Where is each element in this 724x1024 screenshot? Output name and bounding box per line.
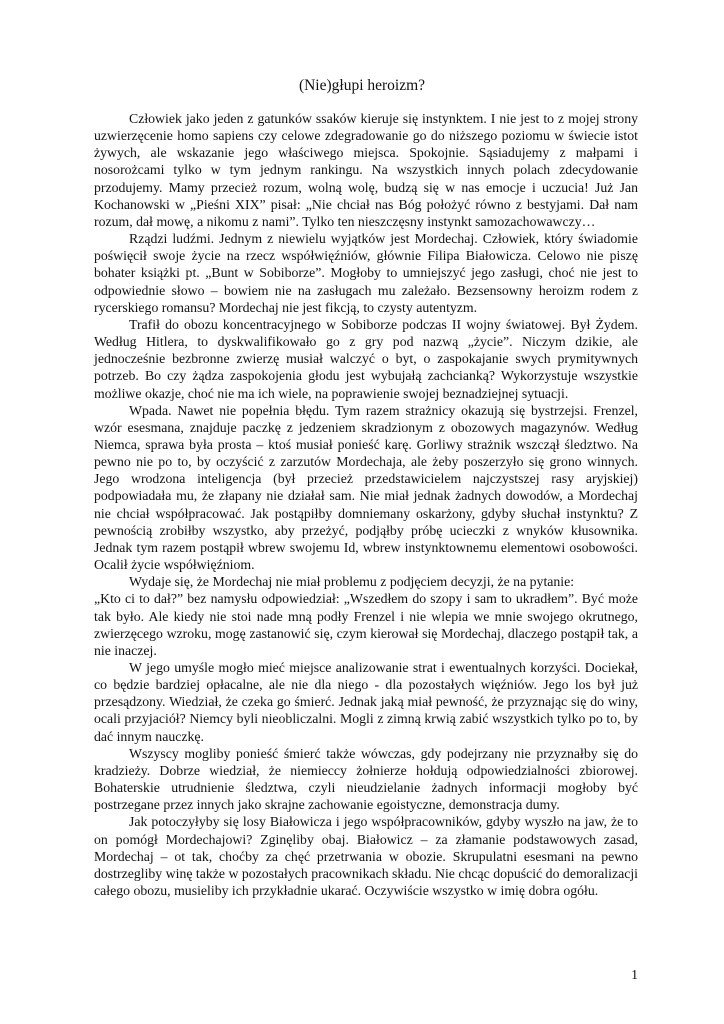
paragraph: Człowiek jako jeden z gatunków ssaków kieruje się instynktem. I nie jest to z mojej strony uzwierzęcenie homo sapiens czy celowe zdegradowanie go do niższego poziomu w świecie istot żywych, ale wskazanie jego właściwego miejsca. Spokojnie. Sąsiadujemy z małpami i nosorożcami tylko w tym jednym rankingu. Na wszystkich innych polach zdecydowanie przodujemy. Mamy przecież rozum, wolną wolę, budzą się w nas emocje i uczucia! Już Jan Kochanowski w „Pieśni XIX” pisał: „Nie chciał nas Bóg położyć równo z bestyjami. Dał nam rozum, dał mowę, a nikomu z nami”. Tylko ten nieszczęsny instynkt samozachowawczy… bbox=[94, 111, 638, 229]
paragraph: Jak potoczyłyby się losy Białowicza i jego współpracowników, gdyby wyszło na jaw, że to on pomógł Mordechajowi? Zginęliby obaj. Białowicz – za złamanie podstawowych zasad, Mordechaj – ot tak, choćby za chęć przetrwania w obozie. Skrupulatni esesmani na pewno dostrzegliby winę także w pozostałych pracownikach składu. Nie chcąc dopuścić do demoralizacji całego obozu, musieliby ich przykładnie ukarać. Oczywiście wszystko w imię dobra ogółu. bbox=[94, 814, 639, 899]
paragraph: Trafił do obozu koncentracyjnego w Sobiborze podczas II wojny światowej. Był Żydem. Według Hitlera, to dyskwalifikowało go z gry pod nazwą „życie”. Niczym dzikie, ale jednocześnie bezbronne zwierzę musiał walczyć o byt, o zaspokajanie swych prymitywnych potrzeb. Bo czy żądza zaspokojenia głodu jest wybujałą zachcianką? Wykorzystuje wszystkie możliwe okazje, choć nie ma ich wiele, na poprawienie swojej beznadziejnej sytuacji. bbox=[94, 316, 638, 401]
document-title: (Nie)głupi heroizm? bbox=[298, 77, 426, 94]
page-number: 1 bbox=[631, 967, 638, 982]
paragraph: W jego umyśle mogło mieć miejsce analizowanie strat i ewentualnych korzyści. Dociekał, co będzie bardziej opłacalne, ale nie dla niego - dla pozostałych więźniów. Jego los był już przesądzony. Wiedział, że czeka go śmierć. Jednak jaką miał pewność, że przyznając się do winy, ocali przyjaciół? Niemcy byli nieobliczalni. Mogli z zimną krwią zabić wszystkich tylko po to, by dać innym nauczkę. bbox=[94, 660, 638, 744]
paragraph: Wpada. Nawet nie popełnia błędu. Tym razem strażnicy okazują się bystrzejsi. Frenzel, wzór esesmana, znajduje paczkę z jedzeniem skradzionym z obozowych magazynów. Według Niemca, sprawa była prosta – ktoś musiał ponieść karę. Gorliwy strażnik wszczął śledztwo. Na pewno nie po to, by oczyścić z zarzutów Mordechaja, ale żeby poszerzyło się grono winnych. Jego wrodzona inteligencja (był przecież przedstawicielem najczystszej rasy aryjskiej) podpowiadała mu, że złapany nie działał sam. Nie miał jednak żadnych dowodów, a Mordechaj nie chciał współpracować. Jak postąpiłby domniemany oskarżony, gdyby słuchał instynktu? Z pewnością zrobiłby wszystko, aby przeżyć, podjąłby próbę ucieczki z wnyków kłusownika. Jednak tym razem postąpił wbrew swojemu Id, wbrew instynktownemu elementowi osobowości. Ocalił życie współwięźniom. bbox=[94, 402, 638, 573]
document-body bbox=[94, 110, 638, 899]
paragraph: Wszyscy mogliby ponieść śmierć także wówczas, gdy podejrzany nie przyznałby się do kradzieży. Dobrze wiedział, że niemieccy żołnierze hołdują odpowiedzialności zbiorowej. Bohaterskie utrudnienie śledztwa, czyli nieudzielanie żadnych informacji mogłoby być postrzegane przez innych jako skrajne zachowanie egoistyczne, demonstracja dumy. bbox=[94, 745, 638, 813]
paragraph: Wydaje się, że Mordechaj nie miał problemu z podjęciem decyzji, że na pytanie: bbox=[129, 574, 575, 590]
paragraph: „Kto ci to dał?” bez namysłu odpowiedział: „Wszedłem do szopy i sam to ukradłem”. Być może tak było. Ale kiedy nie stoi nade mną podły Frenzel i nie wlepia we mnie swojego okrutnego, zwierzęcego wzroku, mogę zastanowić się, czym kierował się Mordechaj, dlaczego postąpił tak, a nie inaczej. bbox=[94, 591, 638, 658]
paragraph: Rządzi ludźmi. Jednym z niewielu wyjątków jest Mordechaj. Człowiek, który świadomie poświęcił swoje życie na rzecz współwięźniów, głównie Filipa Białowicza. Celowo nie piszę bohater książki pt. „Bunt w Sobiborze”. Mogłoby to umniejszyć jego zasługi, choć nie jest to odpowiednie słowo – bowiem nie na zasługach mu zależało. Bezsensowny heroizm rodem z rycerskiego romansu? Mordechaj nie jest fikcją, to czysty autentyzm. bbox=[94, 231, 638, 315]
